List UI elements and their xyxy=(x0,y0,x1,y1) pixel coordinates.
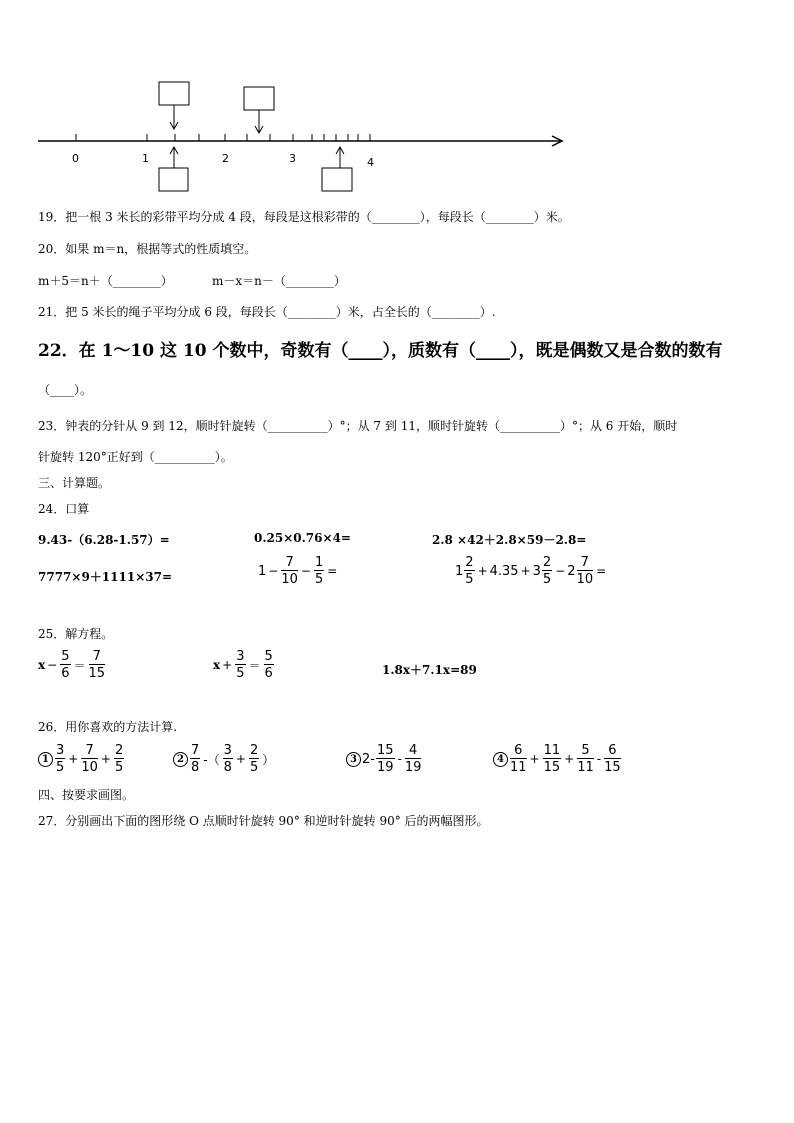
tick-label-3: 3 xyxy=(289,152,296,165)
q24-item-1: 9.43-（6.28-1.57）= xyxy=(38,533,170,547)
tick-label-4: 4 xyxy=(367,156,374,169)
question-23-line1: 23．钟表的分针从 9 到 12，顺时针旋转（__________）°；从 7 到 11，顺时针旋转（__________）°；从 6 开始，顺时 xyxy=(38,419,678,433)
section-4-heading: 四、按要求画图。 xyxy=(38,788,135,802)
q25-eq-3: 1.8x＋7.1x=89 xyxy=(382,663,477,677)
question-20-eq-b: m－x＝n－（________） xyxy=(212,274,346,288)
q24-item-2: 0.25×0.76×4= xyxy=(254,531,351,545)
answer-box-top-1[interactable] xyxy=(159,82,189,105)
q26-item-2: 2 $\frac{7}{8}$ -（ $\frac{3}{8}$ + $\frac{2}{5}$ ） xyxy=(173,744,276,774)
q25-eq-2: x + $\frac{3}{5}$ ＝ $\frac{5}{6}$ xyxy=(213,649,273,681)
question-20-eq-a: m＋5＝n＋（________） xyxy=(38,274,173,288)
question-19: 19．把一根 3 米长的彩带平均分成 4 段，每段是这根彩带的（________），每段长（________）米。 xyxy=(38,210,570,224)
question-23-line2: 针旋转 120°正好到（__________）。 xyxy=(38,450,233,464)
tick-label-1: 1 xyxy=(142,152,149,165)
number-line-figure xyxy=(30,80,575,195)
answer-box-top-2[interactable] xyxy=(244,87,274,110)
q24-item-6: 1 $\frac{2}{5}$ + 4.35 + 3 $\frac{2}{5}$ − 2 $\frac{7}{10}$ = xyxy=(455,555,607,587)
q24-item-4: 7777×9＋1111×37= xyxy=(38,570,173,584)
answer-box-bottom-2[interactable] xyxy=(322,168,352,191)
q26-item-4: 4 $\frac{6}{11}$ + $\frac{11}{15}$ + $\frac{5}{11}$ - $\frac{6}{15}$ xyxy=(493,744,622,774)
q26-item-3: 3 2- $\frac{15}{19}$ - $\frac{4}{19}$ xyxy=(346,744,422,774)
question-25: 25．解方程。 xyxy=(38,627,114,641)
section-3-heading: 三、计算题。 xyxy=(38,476,111,490)
q24-item-3: 2.8 ×42＋2.8×59－2.8= xyxy=(432,533,587,547)
question-21: 21．把 5 米长的绳子平均分成 6 段，每段长（________）米，占全长的（________）. xyxy=(38,305,496,319)
number-line-ticks xyxy=(76,134,370,141)
tick-label-0: 0 xyxy=(72,152,79,165)
question-27: 27．分别画出下面的图形绕 O 点顺时针旋转 90° 和逆时针旋转 90° 后的两幅图形。 xyxy=(38,814,489,828)
q26-item-1: 1 $\frac{3}{5}$ + $\frac{7}{10}$ + $\frac{2}{5}$ xyxy=(38,744,125,774)
question-20: 20．如果 m＝n，根据等式的性质填空。 xyxy=(38,242,257,256)
question-24: 24．口算 xyxy=(38,502,90,516)
q24-item-5: 1 − $\frac{7}{10}$ − $\frac{1}{5}$ = xyxy=(258,555,338,587)
question-26: 26．用你喜欢的方法计算. xyxy=(38,720,178,734)
tick-label-2: 2 xyxy=(222,152,229,165)
q25-eq-1: x − $\frac{5}{6}$ ＝ $\frac{7}{15}$ xyxy=(38,649,106,681)
question-22-line1: 22．在 1～10 这 10 个数中，奇数有（____），质数有（____），既是偶数又是合数的数有 xyxy=(38,341,723,361)
answer-box-bottom-1[interactable] xyxy=(159,168,188,191)
question-22-line2: （____）。 xyxy=(38,383,93,397)
